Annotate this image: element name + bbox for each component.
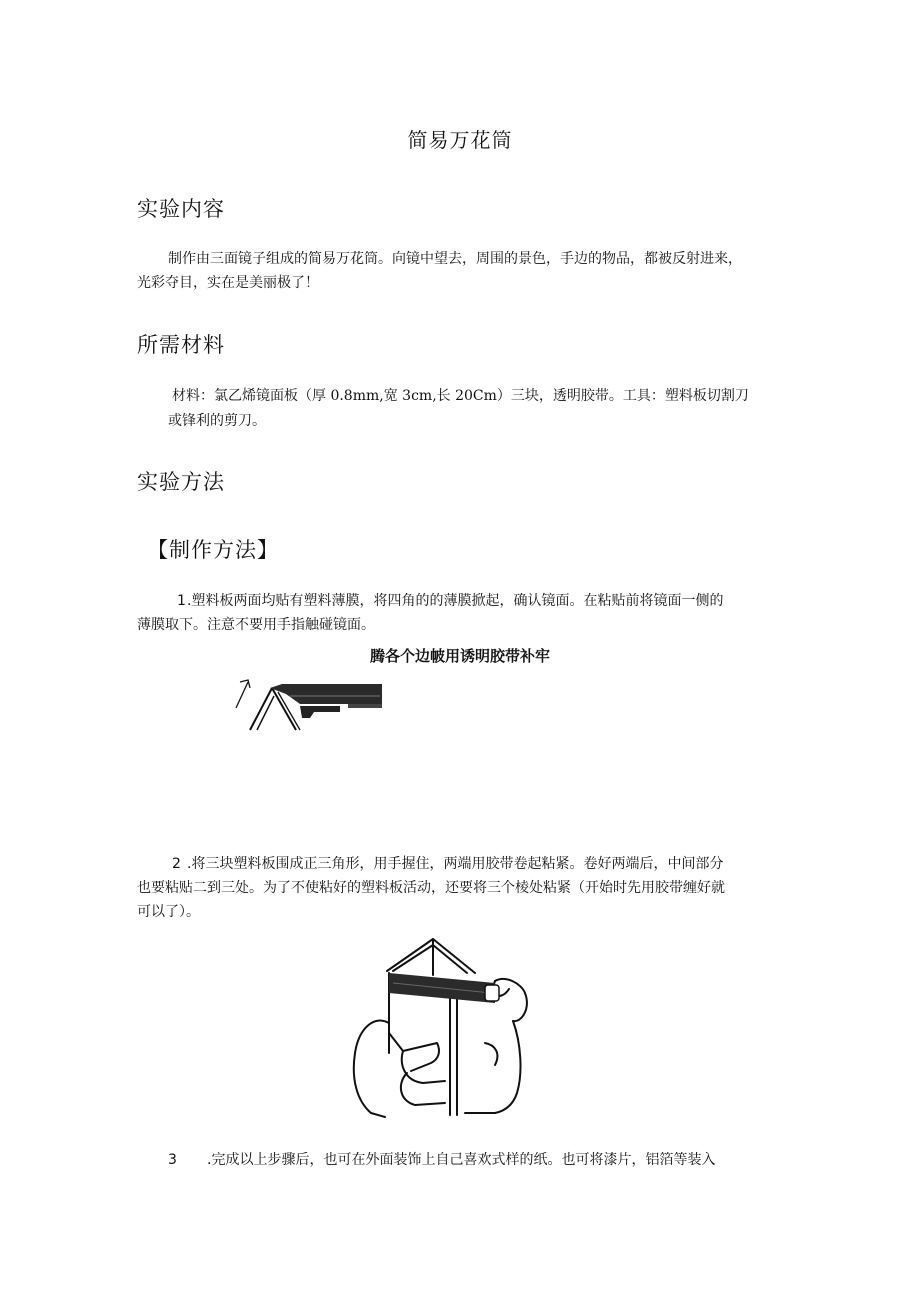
materials-paragraph-line2: 或锋利的剪刀。 xyxy=(168,413,266,429)
materials-paragraph-line1: 材料：氯乙烯镜面板（厚 0.8mm,宽 3cm,长 20Cm）三块，透明胶带。工具：塑料板切割刀 xyxy=(172,388,749,404)
step2-line3: 可以了）。 xyxy=(137,904,200,920)
section-heading-content: 实验内容 xyxy=(137,197,225,221)
step3-line1: .完成以上步骤后，也可在外面装饰上自己喜欢式样的纸。也可将漆片，铝箔等装入 xyxy=(207,1152,716,1168)
content-paragraph-line1: 制作由三面镜子组成的简易万花筒。向镜中望去，周围的景色，手边的物品，都被反射进来， xyxy=(168,251,742,267)
page-title: 简易万花筒 xyxy=(407,128,513,152)
mirror-tape-corner-illustration xyxy=(230,668,390,734)
step2-number: 2 xyxy=(172,856,181,872)
figure1-caption: 腾各个边帔用诱明胶带补牢 xyxy=(369,647,550,665)
hands-taping-triangle-illustration xyxy=(345,933,570,1119)
content-paragraph-line2: 光彩夺目，实在是美丽极了！ xyxy=(137,275,319,291)
step1-number: 1 xyxy=(177,593,186,609)
step3-number: 3 xyxy=(168,1152,177,1168)
section-heading-materials: 所需材料 xyxy=(137,333,225,357)
step1-line2: 薄膜取下。注意不要用手指触碰镜面。 xyxy=(137,617,375,633)
step2-line1: .将三块塑料板围成正三角形，用手握住，两端用胶带卷起粘紧。卷好两端后，中间部分 xyxy=(187,856,724,872)
step1-line1: .塑料板两面均贴有塑料薄膜，将四角的的薄膜掀起，确认镜面。在粘贴前将镜面一侧的 xyxy=(187,593,724,609)
method-sub-heading: 【制作方法】 xyxy=(147,538,279,562)
section-heading-method: 实验方法 xyxy=(137,470,225,494)
step2-line2: 也要粘贴二到三处。为了不使粘好的塑料板活动，还要将三个棱处粘紧（开始时先用胶带缠好就 xyxy=(137,880,725,896)
